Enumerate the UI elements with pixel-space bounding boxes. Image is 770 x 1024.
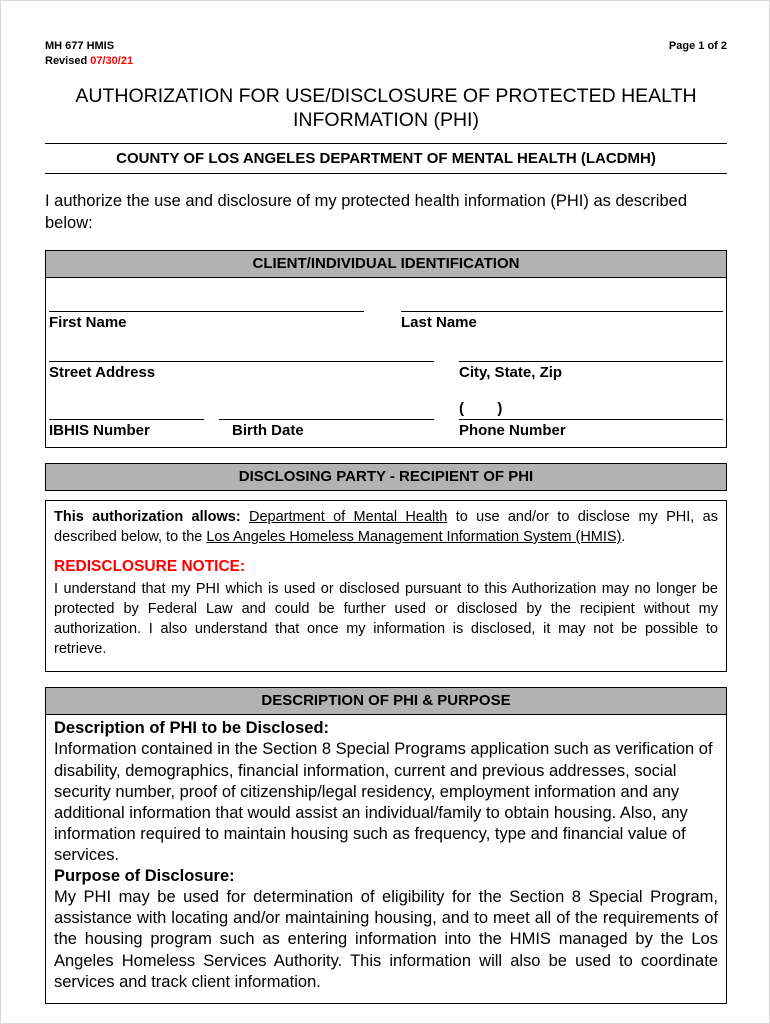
redisclosure-notice-heading: REDISCLOSURE NOTICE: (54, 557, 246, 575)
authorization-period: . (621, 528, 626, 545)
client-section-header: CLIENT/INDIVIDUAL IDENTIFICATION (45, 250, 727, 278)
phone-number-field (459, 400, 723, 440)
phone-number-label: Phone Number (459, 421, 566, 439)
description-of-phi-text: Information contained in the Section 8 Special Programs application such as verification of disability, demographics, financial information, current and previous addresses, social security number, proof of citizenship/legal residency, employment information and any additional information that would assist an individual/family to obtain housing. Also, any information required to maintain housing such as frequency, type and financial value of services. (54, 740, 713, 864)
client-identification-section (45, 250, 727, 448)
name-field-row (49, 278, 723, 332)
description-section-header: DESCRIPTION OF PHI & PURPOSE (45, 687, 727, 715)
page-indicator: Page 1 of 2 (668, 40, 727, 52)
revised-line (45, 54, 133, 69)
description-purpose-section (45, 687, 727, 1003)
disclosing-party-section (45, 463, 727, 672)
address-field-row (49, 332, 723, 382)
revised-date: 07/30/21 (90, 54, 134, 67)
first-name-label: First Name (49, 313, 127, 331)
ibhis-number-label: IBHIS Number (49, 421, 150, 439)
last-name-label: Last Name (401, 313, 477, 331)
authorization-allows-label: This authorization allows: (54, 508, 241, 525)
purpose-of-disclosure-text: My PHI may be used for determination of eligibility for the Section 8 Special Program, assistance with locating and/or maintaining housing, and to meet all of the requirements of the housing program such as entering information into the HMIS managed by the Los Angeles Homeless Services Authority. This information will also be used to coordinate services and track client information. (54, 888, 718, 991)
disclosing-section-header: DISCLOSING PARTY - RECIPIENT OF PHI (45, 463, 727, 491)
redisclosure-notice-text: I understand that my PHI which is used or disclosed pursuant to this Authorization may no longer be protected by Federal Law and could be further used or disclosed by the recipient without my authorization. I also understand that once my information is disclosed, it may not be possible to retrieve. (54, 581, 718, 658)
first-name-field (49, 311, 364, 332)
top-meta-bar (45, 39, 727, 69)
city-state-zip-label: City, State, Zip (459, 363, 563, 381)
street-address-label: Street Address (49, 363, 156, 381)
disclosing-party-name: Department of Mental Health (249, 508, 448, 525)
id-phone-field-row (49, 382, 723, 440)
authorization-middle-text: to use and/or to disclose my PHI, as described below, to the (54, 508, 718, 545)
birth-date-label: Birth Date (232, 421, 304, 439)
recipient-name: Los Angeles Homeless Management Information System (HMIS) (206, 528, 622, 545)
phone-area-code-parens: ( ) (459, 399, 503, 417)
revised-label: Revised (45, 54, 91, 67)
department-subtitle: COUNTY OF LOS ANGELES DEPARTMENT OF MENTAL HEALTH (LACDMH) (45, 143, 727, 174)
description-section-body (45, 715, 727, 1003)
ibhis-number-field (49, 400, 204, 440)
city-state-zip-field (459, 361, 723, 382)
description-of-phi-heading: Description of PHI to be Disclosed: (54, 719, 330, 738)
purpose-of-disclosure-heading: Purpose of Disclosure: (54, 867, 235, 886)
last-name-field (401, 311, 723, 332)
page-title: AUTHORIZATION FOR USE/DISCLOSURE OF PROTECTED HEALTH INFORMATION (PHI) (75, 84, 697, 132)
form-number: MH 677 HMIS (45, 40, 115, 52)
authorization-intro: I authorize the use and disclosure of my protected health information (PHI) as described below: (45, 192, 688, 233)
disclosing-section-body (45, 500, 727, 672)
client-section-body (45, 278, 727, 448)
street-address-field (49, 361, 434, 382)
form-id-block (45, 39, 133, 69)
authorization-statement (54, 507, 718, 547)
birth-date-field (219, 400, 434, 440)
